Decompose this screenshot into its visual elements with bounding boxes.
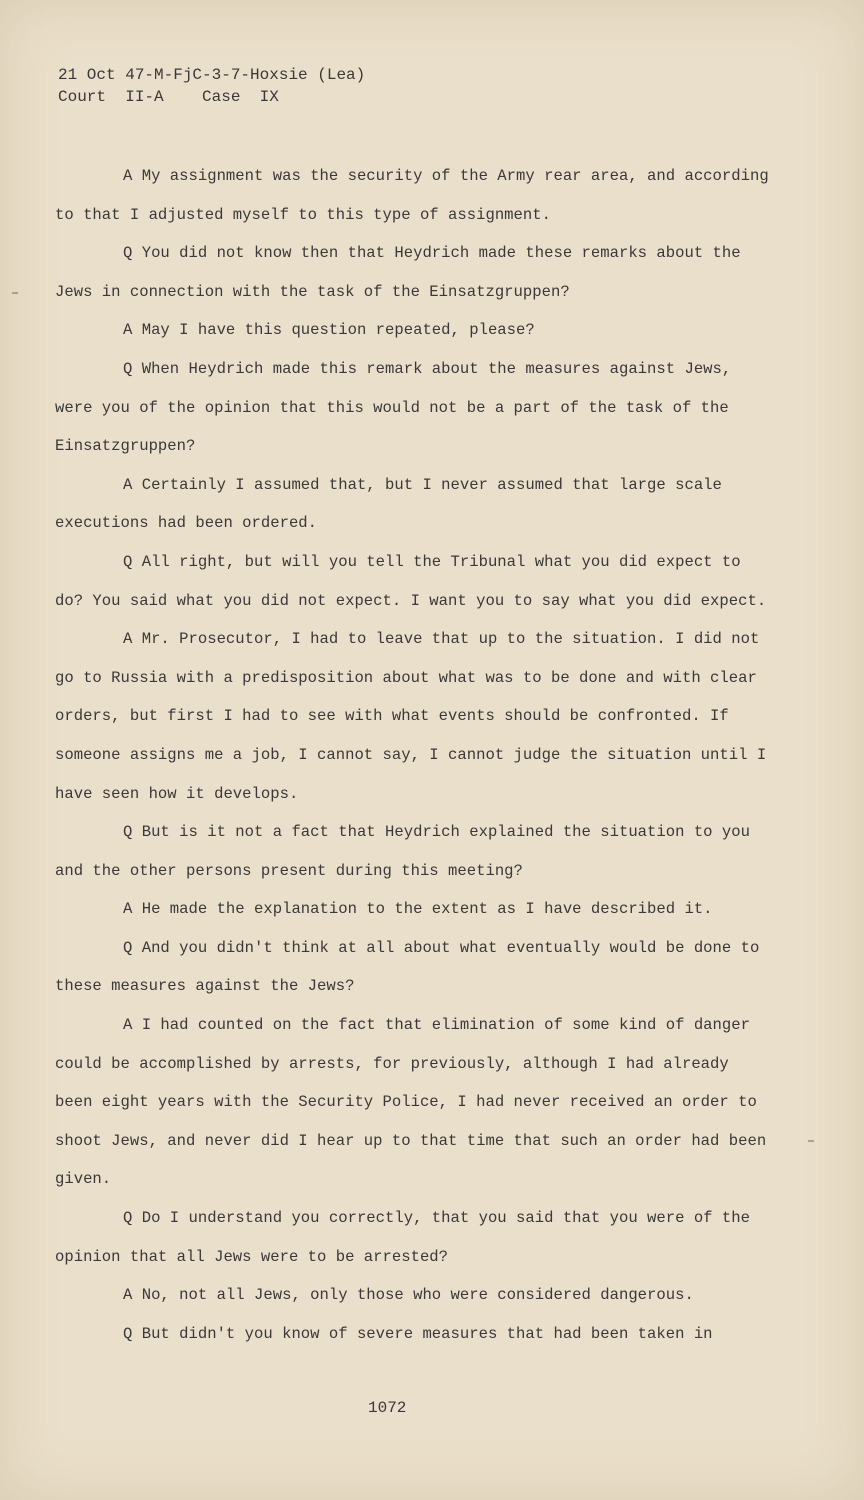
transcript-paragraph-4: Q When Heydrich made this remark about the measures against Jews, were you of the opinion that this would not be a part of the task of the Einsatzgruppen?	[55, 359, 732, 456]
transcript-paragraph-13: A No, not all Jews, only those who were considered dangerous.	[123, 1286, 694, 1305]
transcript-paragraph-14: Q But didn't you know of severe measures that had been taken in	[123, 1324, 713, 1343]
transcript-paragraph-12: Q Do I understand you correctly, that you said that you were of the opinion that all Jews were to be arrested?	[55, 1209, 750, 1266]
transcript-paragraph-1: A My assignment was the security of the Army rear area, and according to that I adjusted myself to this type of assignment.	[55, 167, 769, 224]
transcript-paragraph-5: A Certainly I assumed that, but I never assumed that large scale executions had been ordered.	[55, 475, 722, 533]
transcript-paragraph-8: Q But is it not a fact that Heydrich explained the situation to you and the other persons present during this meeting?	[55, 823, 750, 880]
page-number: 1072	[368, 1399, 407, 1417]
document-header	[58, 64, 365, 108]
transcript-paragraph-3: A May I have this question repeated, please?	[123, 321, 535, 340]
transcript-paragraph-6: Q All right, but will you tell the Tribunal what you did expect to do? You said what you did not expect. I want you to say what you did expect.	[55, 552, 767, 610]
margin-mark-left	[12, 292, 18, 294]
transcript-paragraph-7: A Mr. Prosecutor, I had to leave that up to the situation. I did not go to Russia with a predisposition about what was to be done and with clear orders, but first I had to see with what events should be confronted. If someone assigns me a job, I cannot say, I cannot judge the situation until I have seen how it develops.	[55, 630, 767, 803]
margin-mark-right	[808, 1140, 814, 1142]
header-reference-line: 21 Oct 47-M-FjC-3-7-Hoxsie (Lea)	[58, 66, 366, 84]
header-court-case-line: Court II-A Case IX	[58, 88, 279, 106]
transcript-paragraph-2: Q You did not know then that Heydrich made these remarks about the Jews in connection with the task of the Einsatzgruppen?	[55, 244, 741, 301]
transcript-body	[55, 157, 775, 1353]
transcript-paragraph-9: A He made the explanation to the extent as I have described it.	[123, 900, 713, 919]
transcript-paragraph-11: A I had counted on the fact that elimination of some kind of danger could be accomplished by arrests, for previously, although I had already been eight years with the Security Police, I had never received an order to shoot Jews, and never did I hear up to that time that such an order had been given.	[55, 1016, 767, 1189]
transcript-paragraph-10: Q And you didn't think at all about what eventually would be done to these measures against the Jews?	[55, 938, 760, 996]
